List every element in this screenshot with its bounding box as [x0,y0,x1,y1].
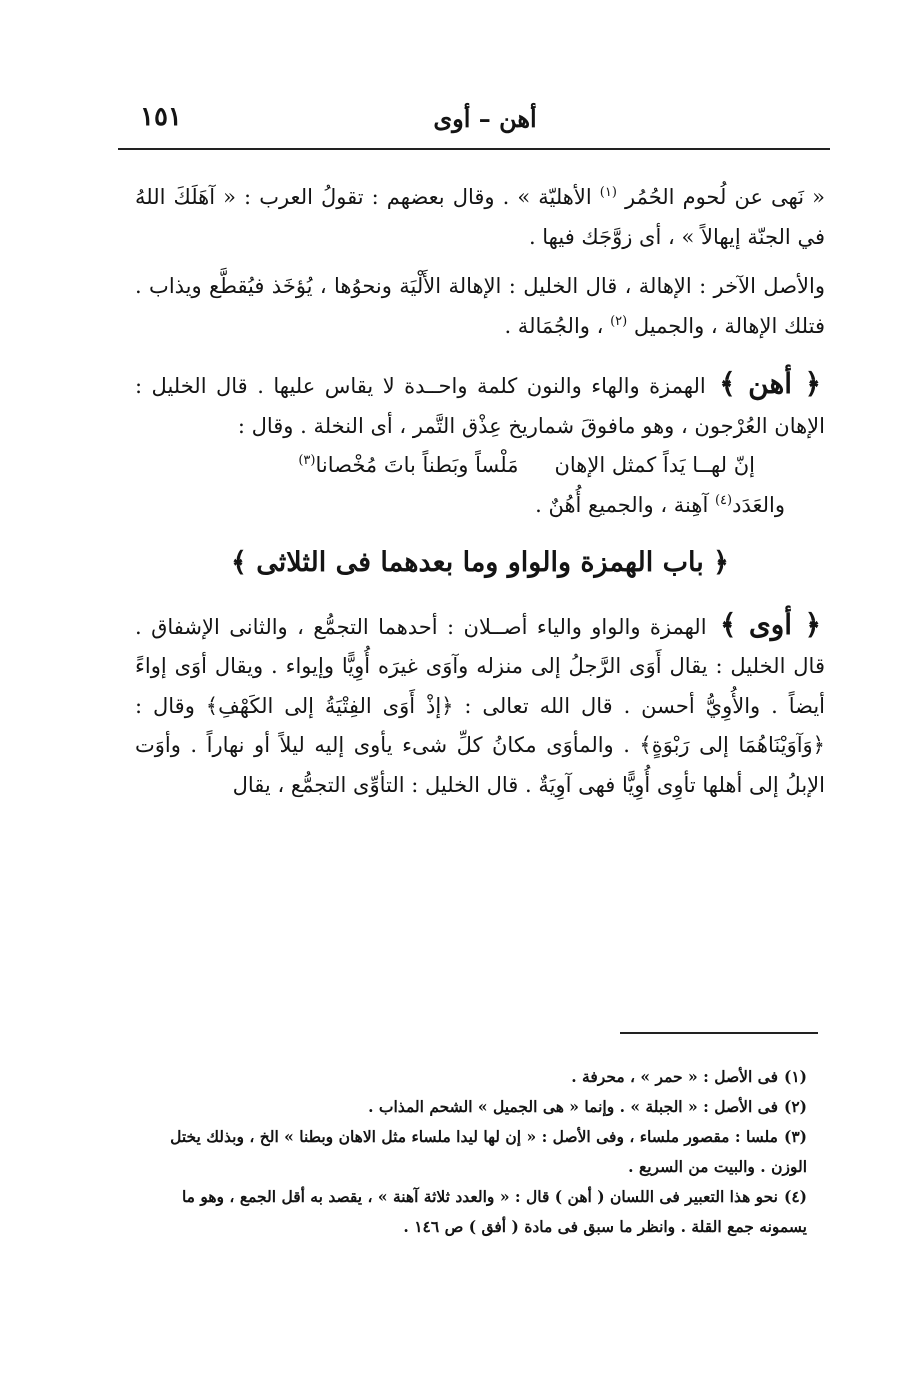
footnote-number: (٢) [783,1097,807,1116]
entry-ahn [135,364,825,446]
footnote-number: (٤) [783,1187,807,1206]
verse-2-text-a: والعَدَد [732,492,785,517]
entry-awa-text: الهمزة والواو والياء أصــلان : أحدهما التجمُّع ، والثانى الإشفاق . قال الخليل : يقال أَوَى الرَّجلُ إلى منزله وآوَى غيرَه أُوِيًّا وإيواء . ويقال أوَى إواءً أيضاً . والأُوِيُّ أحسن . قال الله تعالى : ﴿إذْ أَوَى الفِتْيَةُ إلى الكَهْفِ﴾ وقال : ﴿وَآوَيْنَاهُمَا إلى رَبْوَةٍ﴾ . والمأوَى مكانُ كلِّ شىء يأوى إليه ليلاً أو نهاراً . وأوَت الإبلُ إلى أهلها تأوِى أُوِيًّا فهى آوِيَةٌ . قال الخليل : التأوِّى التجمُّع ، يقال [135,614,825,797]
footnote [135,1092,825,1122]
paragraph-1-text: « نَهى عن لُحوم الحُمُر [625,185,825,209]
footnote-ref-2: (٢) [610,313,628,329]
footnote-number: (٣) [783,1127,807,1146]
footnote [135,1182,825,1242]
main-text [135,178,825,805]
footnote-ref-1: (١) [599,185,617,200]
footnote-text: فى الأصل : « الجبلة » . وإنما « هى الجميل » الشحم المذاب . [368,1097,778,1116]
entry-ahn-text: الهمزة والهاء والنون كلمة واحــدة لا يقاس عليها . قال الخليل : الإهان العُرْجون ، وهو مافوقَ شماريخ عِذْق التَّمر ، أى النخلة . وقال : [135,374,825,438]
footnote-ref-4: (٤) [714,492,733,508]
footnote-text: فى الأصل : « حمر » ، محرفة . [571,1067,778,1086]
verse-second-hemistich: مَلْساً وبَطناً باتَ مُخْصانا [315,453,519,477]
header-rule [118,148,830,150]
footnote-text: نحو هذا التعبير فى اللسان ( أهن ) قال : « والعدد ثلاثة آهنة » ، يقصد به أقل الجمع ، وهو ما يسمونه جمع القلة . وانظر ما سبق فى مادة ( أفق ) ص ١٤٦ . [181,1187,807,1236]
headword-ahn: ﴿ أهن ﴾ [719,367,821,400]
footnote [135,1062,825,1092]
paragraph-1 [135,178,825,257]
verse-first-hemistich: إنّ لهــا يَداً كمثل الإهان [554,453,755,477]
chapter-heading: ﴿ باب الهمزة والواو وما بعدهما فى الثلاثى ﴾ [230,547,729,578]
paragraph-2-text-b: ، والجُمَالة . [504,313,604,338]
footnote-ref-3: (٣) [298,453,316,468]
footnote-number: (١) [783,1067,807,1086]
verse-line-1 [135,446,825,486]
headword-awa: ﴿ أوى ﴾ [719,607,821,641]
footnote-rule [620,1032,818,1034]
verse-line-2 [135,486,825,526]
running-title: أهن – أوى [433,104,537,133]
footnote-text: ملسا : مقصور ملساء ، وفى الأصل : « إن لها ليدا ملساء مثل الاهان وبطنا » الخ ، وبذلك يختل الوزن . والبيت من السريع . [170,1127,807,1176]
footnotes [135,1062,825,1242]
running-head [140,100,830,140]
entry-awa [135,605,825,806]
paragraph-1-text-b: الأهليّة » . وقال بعضهم : تقولُ العرب : « آهَلَكَ اللهُ في الجنّة إيهالاً » ، أى زوَّجَك فيها . [135,185,825,249]
paragraph-2 [135,267,825,346]
footnote [135,1122,825,1182]
paragraph-2-text: والأصل الآخر : الإهالة ، قال الخليل : الإهالة الأَلْيَة ونحوُها ، يُؤخَذ فيُقطَّع ويذاب . فتلك الإهالة ، والجميل [135,274,825,338]
page-number: ١٥١ [140,102,182,132]
verse-2-text-b: آهِنة ، والجميع أُهُنٌ . [535,492,709,517]
